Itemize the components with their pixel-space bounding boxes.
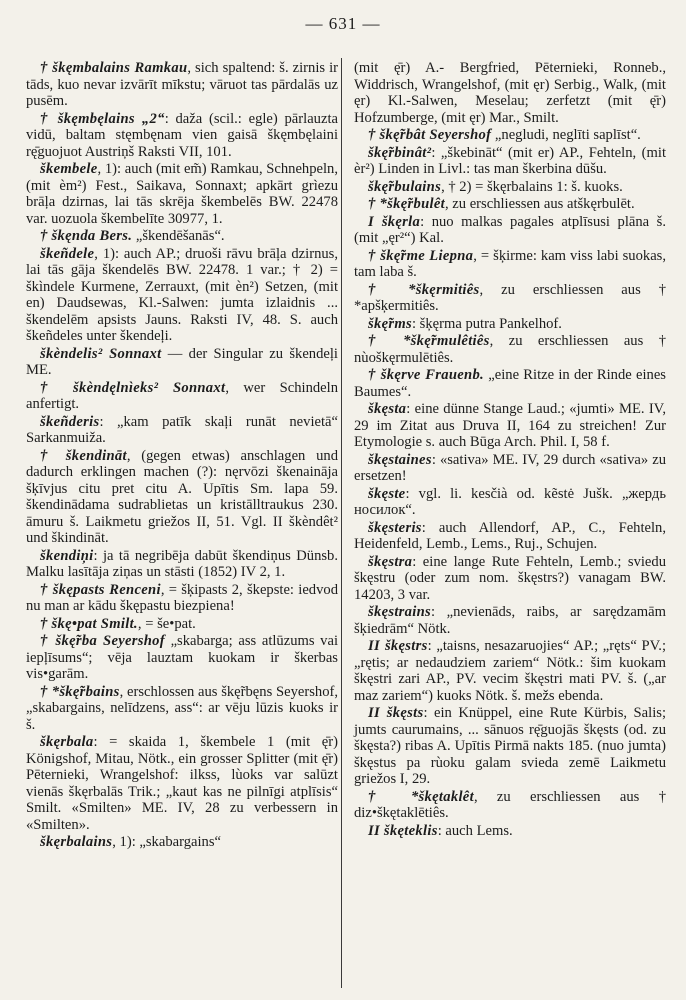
headword: † škèndęlnìeks² Sonnaxt bbox=[40, 379, 226, 396]
headword: II škęsts bbox=[368, 705, 424, 721]
headword: I škęrla bbox=[368, 213, 421, 230]
dictionary-entry: † škèndęlnìeks² Sonnaxt, wer Schindeln anfertigt. bbox=[26, 379, 338, 412]
dictionary-entry: škęste: vgl. li. kesčià od. kẽstė Jušk. „жердь носилок“. bbox=[354, 485, 666, 518]
headword: škęste bbox=[368, 485, 406, 502]
headword: škeñderis bbox=[40, 413, 100, 430]
dictionary-entry: škeñdele, 1): auch AP.; druoši rāvu brāļa dzirnus, lai tās gāja škendelēs BW. 22478. 1 var.; † 2) = škìndele Kurmene, Zerrauxt, (mit èn²) Setzen, (mit en) Daudsewas, Kl.-Salwen: jumta izlaidnis ... škendelēm apsists Jauns. Raksti IV, 48. S. auch škeñdeles unter škendeļi. bbox=[26, 245, 338, 344]
dictionary-entry: † škę̃rme Liepna, = šķirme: kam viss labi suokas, tam laba š. bbox=[354, 247, 666, 280]
dictionary-entry: † škęmbalains Ramkau, sich spaltend: š. zirnis ir tāds, kuo nevar izvārīt mīkstu; vāruot tas pārdalās uz pusēm. bbox=[26, 60, 338, 109]
dictionary-entry: † škęmbęlains „2“: daža (scil.: egle) pārlauzta vidū, baltam stęmbęnam vien gaisā škęmbęlaini rę̄guojuot Austriņš Raksti VII, 101. bbox=[26, 110, 338, 160]
dictionary-entry: škembele, 1): auch (mit em̃) Ramkau, Schnehpeln, (mit èm²) Fest., Saikava, Sonnaxt; apkārt grìezu brāļa dzirnas, lai tās skrēja škembelēs BW. 22478 var. uozuola škembelīte 30977, 1. bbox=[26, 161, 338, 227]
dictionary-entry: I škęrla: nuo malkas pagales atplīsusi plāna š. (mit „ęr²“) Kal. bbox=[354, 213, 666, 246]
right-column bbox=[354, 60, 666, 840]
headword: † *škęrmitiês bbox=[368, 281, 480, 298]
headword: † škę̃rba Seyershof bbox=[40, 633, 165, 649]
dictionary-entry: † škępasts Renceni, = šķipasts 2, škepste: iedvod nu man ar kādu škępastu biezpiena! bbox=[26, 581, 338, 614]
dictionary-entry: škeñderis: „kam patīk skaļi runāt nevietā“ Sarkanmuiža. bbox=[26, 413, 338, 446]
headword: † *škętaklêt bbox=[368, 788, 474, 805]
dictionary-entry: škęstra: eine lange Rute Fehteln, Lemb.; sviedu škęstru (oder zum nom. škęstrs?) vanagam BW. 14203, 3 var. bbox=[354, 553, 666, 603]
dictionary-entry: škę̃rbinât²: „škebināt“ (mit er) AP., Fehteln, (mit èr²) Linden in Livl.: tas man škerbina dūšu. bbox=[354, 144, 666, 177]
dictionary-entry: † škę̃rba Seyershof „skabarga; ass atlūzums vai iepļīsums“; vēja lauztam kuokam ir škerbas vis•garām. bbox=[26, 633, 339, 682]
headword: † *škę̃rbains bbox=[40, 683, 120, 700]
headword: škę̃rms bbox=[368, 315, 412, 332]
column-divider bbox=[341, 58, 342, 988]
dictionary-entry-continued: (mit ę̄r) A.- Bergfried, Pēternieki, Ronneb., Widdrisch, Wrangelshof, (mit ęr) Serbig., Walk, (mit ęr) Kl.-Salwen, Meselau; zerfetzt (mit ę̄r) Hofzumberge, (mit ęr) Mar., Smilt. bbox=[354, 60, 666, 126]
dictionary-entry: † *škęrmitiês, zu erschliessen aus † *apšķermitiês. bbox=[354, 281, 667, 314]
dictionary-entry: † škęrve Frauenb. „eine Ritze in der Rinde eines Baumes“. bbox=[354, 367, 666, 400]
dictionary-entry: škęsta: eine dünne Stange Laud.; «jumti» ME. IV, 29 im Zitat aus Druva II, 164 zu streichen! Zur Etymologie s. auch Būga Arch. Phil. I, 58 f. bbox=[354, 401, 666, 450]
dictionary-entry: II škęteklis: auch Lems. bbox=[368, 822, 513, 839]
headword: † škendināt bbox=[40, 447, 127, 464]
headword: škę̃rbulains bbox=[368, 178, 442, 195]
headword: † škę•pat Smilt. bbox=[40, 615, 138, 632]
dictionary-entry: † *škę̃rbains, erschlossen aus škę̃rbęns Seyershof, „skabargains, nelīdzens, ass“: ar vēju lūzis kuoks ir š. bbox=[26, 683, 339, 733]
headword: škęsteris bbox=[368, 519, 422, 536]
dictionary-entry: škęstrains: „nevienāds, raibs, ar sarędzamām šķiedrām“ Nötk. bbox=[354, 604, 666, 637]
headword: škembele bbox=[40, 161, 98, 177]
headword: škęstrains bbox=[368, 604, 432, 620]
dictionary-entry: † *škętaklêt, zu erschliessen aus † diz•škętaklētiês. bbox=[354, 788, 667, 821]
left-column bbox=[26, 60, 338, 852]
dictionary-entry: škendiņi: ja tā negribēja dabūt škendiņus Dünsb. Malku lasītāja ziņas un stāsti (1852) IV 2, 1. bbox=[26, 547, 338, 580]
headword: škę̃rbinât² bbox=[368, 144, 432, 161]
dictionary-entry: † škęnda Bers. „škendēšanās“. bbox=[40, 228, 225, 244]
headword: II škęteklis bbox=[368, 822, 438, 839]
headword: † škęnda Bers. bbox=[40, 228, 133, 244]
dictionary-entry: † škendināt, (gegen etwas) anschlagen und dadurch erklingen machen (?): nęrvōzi škenaināja šķīvjus citu pret citu A. Upītis Sm. lapa 59. škendinādama sudrablietas un kristālltraukus 230. āmuru š. Laikmetu griežos II, 51. Vgl. II škèndêt² und škindināt. bbox=[26, 447, 338, 546]
dictionary-entry: škęsteris: auch Allendorf, AP., C., Fehteln, Heidenfeld, Lemb., Lems., Ruj., Schujen. bbox=[354, 519, 666, 552]
headword: škendiņi bbox=[40, 547, 94, 564]
headword: škęrbala bbox=[40, 734, 94, 750]
headword: † škę̃rme Liepna bbox=[368, 247, 474, 264]
dictionary-entry: škę̃rbulains, † 2) = škęrbalains 1: š. kuoks. bbox=[368, 178, 623, 195]
dictionary-entry: † *škę̃rbulêt, zu erschliessen aus atškęrbulēt. bbox=[368, 196, 635, 212]
dictionary-entry: † škę̃rbât Seyershof „negludi, neglīti saplīst“. bbox=[368, 127, 641, 143]
dictionary-entry: škęstaines: «sativa» ME. IV, 29 durch «sativa» zu ersetzen! bbox=[354, 451, 666, 484]
headword: † škęmbęlains „2“ bbox=[40, 110, 165, 127]
dictionary-entry: II škęsts: ein Knüppel, eine Rute Kürbis, Salis; jumts caurumains, ... sānuos rę̄guojās škęsts (od. zu škęsta?) ribas A. Upītis Pirmā nakts 185. (nuo jumta) škęstus pa rùoku galam svieda zemē Laikmetu griežos I, 29. bbox=[354, 705, 666, 787]
dictionary-entry: † škę•pat Smilt., = še•pat. bbox=[40, 615, 196, 632]
dictionary-entry: škęrbala: = skaida 1, škembele 1 (mit ę̄r) Königshof, Mitau, Nötk., ein grosser Splitter (mit ę̄r) Pēternieki, Wrangelshof: ilkss, lùoks var salūzt vienās škęrbalās Trik.; „kaut kas ne pilnīgi atplīsis“ Smilt. «Smilten» ME. IV, 28 zu verbessern in «Smilten». bbox=[26, 734, 338, 833]
headword: † škępasts Renceni bbox=[40, 581, 161, 598]
page-number: — 631 — bbox=[305, 14, 381, 33]
dictionary-entry: † *škę̃rmulêtiês, zu erschliessen aus † nùoškęrmulētiês. bbox=[354, 333, 666, 366]
headword: † *škę̃rbulêt bbox=[368, 196, 445, 212]
headword: škęstra bbox=[368, 553, 413, 570]
dictionary-entry: škèndelis² Sonnaxt — der Singular zu škendeļi ME. bbox=[26, 345, 338, 378]
headword: škeñdele bbox=[40, 245, 95, 262]
headword: † *škę̃rmulêtiês bbox=[368, 333, 490, 349]
headword: škèndelis² Sonnaxt bbox=[40, 345, 162, 362]
headword: škęsta bbox=[368, 401, 407, 417]
headword: † škęmbalains Ramkau bbox=[40, 60, 188, 76]
headword: † škęrve Frauenb. bbox=[368, 367, 484, 383]
headword: † škę̃rbât Seyershof bbox=[368, 127, 492, 143]
headword: II škęstrs bbox=[368, 638, 428, 654]
dictionary-entry: škę̃rms: šķęrma putra Pankelhof. bbox=[368, 315, 562, 332]
dictionary-entry: II škęstrs: „taisns, nesazaruojies“ AP.; „ręts“ PV.; „rętis; ar nedaudziem zariem“ Nötk.: šim kuokam škęstri zari AP., PV. vecim škęstri mati PV. š. („ar maz zariem“) kuoks Nötk. š. mežs ebenda. bbox=[354, 638, 667, 704]
headword: škęrbalains bbox=[40, 834, 113, 850]
dictionary-entry: škęrbalains, 1): „skabargains“ bbox=[40, 834, 221, 850]
headword: škęstaines bbox=[368, 451, 432, 468]
